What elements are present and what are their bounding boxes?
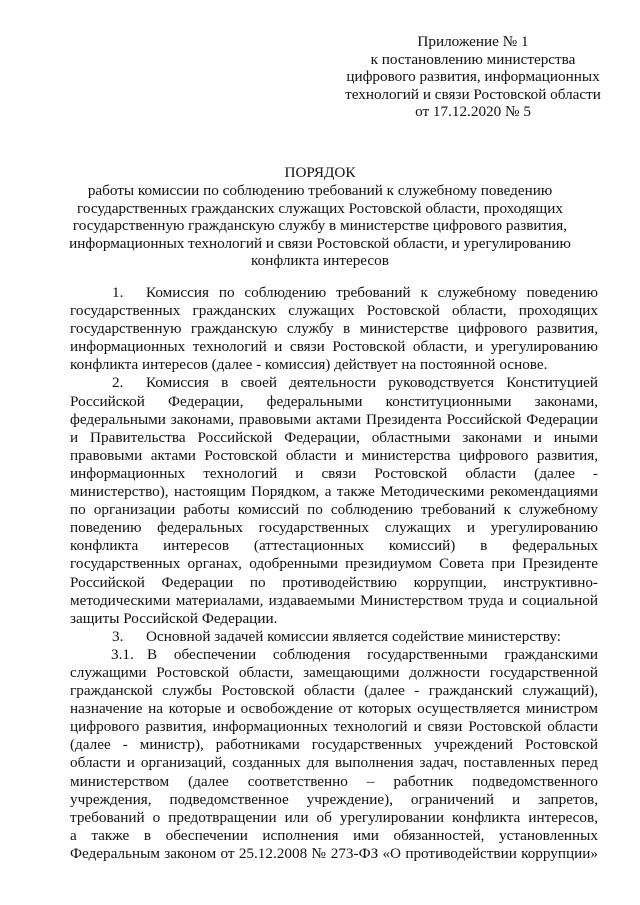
paragraph-line: информационных технологий и связи Ростовской области, и урегулированию [70,338,598,356]
paragraph-line: информационных технологий и связи Ростовской области (далее - [70,464,598,482]
paragraph-line: по организации работы комиссий по соблюдению требований к служебному [70,501,598,519]
subtitle-line: государственную гражданскую службу в министерстве цифрового развития, [72,217,568,235]
paragraph-line: конфликта интересов (далее - комиссия) действует на постоянной основе. [70,356,548,374]
paragraph-line: Российской Федерации по противодействию коррупции, инструктивно- [70,573,598,591]
paragraph-line: области и организаций, созданных для выполнения задач, поставленных перед [70,754,598,772]
subtitle-line: работы комиссии по соблюдению требований к служебному поведению [87,182,553,199]
paragraph-line: государственную гражданскую службу в министерстве цифрового развития, [70,320,598,338]
paragraph-line: методическими материалами, издаваемыми Министерством труда и социальной [70,591,598,609]
paragraph-line: назначение на которые и освобождение от которых осуществляется министром [70,700,598,718]
paragraph-line: гражданской службы Ростовской области (далее - гражданский служащий), [70,682,598,700]
paragraph-line: а также в обеспечении исполнения ими обязанностей, установленных [70,826,598,844]
paragraph-line: Российской Федерации, федеральными конституционными законами, [70,392,598,410]
paragraph-line: государственных гражданских служащих Ростовской области, проходящих [70,302,598,320]
document-title: ПОРЯДОК [284,164,356,181]
paragraph-line: требований о предотвращении или об урегулировании конфликта интересов, [70,808,598,826]
paragraph-line: правовыми актами Ростовской области и министерства цифрового развития, [70,446,598,464]
appendix-header [338,33,608,121]
paragraph-line: 3.1. В обеспечении соблюдения государственными гражданскими [111,645,598,663]
subtitle-line: информационных технологий и связи Ростовской области, и урегулированию [69,234,571,252]
paragraph-line: учреждения, подведомственное учреждение), ограничений и запретов, [70,790,598,808]
appendix-line: технологий и связи Ростовской области [345,85,601,103]
appendix-line: к постановлению министерства [370,50,576,68]
document-subtitle [50,182,590,270]
paragraph-line: Федеральным законом от 25.12.2008 № 273-ФЗ «О противодействии коррупции» [70,844,598,862]
paragraph-number: 3. [112,627,124,645]
paragraph-line: министерством (далее соответственно – работник подведомственного [70,772,598,790]
paragraph-line: федеральными законами, правовыми актами Президента Российской Федерации [70,410,598,428]
paragraph-line: 1. Комиссия по соблюдению требований к служебному поведению [112,284,598,301]
paragraph-line: защиты Российской Федерации. [70,609,278,627]
paragraph-line: (далее - министр), работниками государственных учреждений Ростовской [70,736,598,754]
appendix-line: цифрового развития, информационных [346,68,600,85]
paragraph-line: 2. Комиссия в своей деятельности руководствуется Конституцией [112,374,598,392]
paragraph-line: 3. Основной задачей комиссии является содействие министерству: [112,627,561,645]
paragraph-line: цифрового развития, информационных технологий и связи Ростовской области [70,718,598,736]
subtitle-line: конфликта интересов [251,252,389,270]
paragraph-line: и Правительства Российской Федерации, областными законами и иными [70,428,598,446]
paragraph-number: 2. [112,374,124,392]
paragraph-line: поведению федеральных государственных служащих и урегулированию [70,519,598,537]
subtitle-line: государственных гражданских служащих Ростовской области, проходящих [77,199,563,217]
appendix-line: от 17.12.2020 № 5 [415,103,531,120]
paragraph-number: 1. [112,284,124,301]
paragraph-line: государственных органах, одобренными президиумом Совета при Президенте [70,555,598,573]
paragraph-line: служащими Ростовской области, замещающими должности государственной [70,663,598,681]
paragraph-line: министерство), настоящим Порядком, а также Методическими рекомендациями [70,483,598,501]
document-body [70,284,598,863]
appendix-line: Приложение № 1 [417,33,529,50]
paragraph-line: конфликта интересов (аттестационных комиссий) в федеральных [70,537,598,555]
paragraph-number: 3.1. [111,645,134,663]
